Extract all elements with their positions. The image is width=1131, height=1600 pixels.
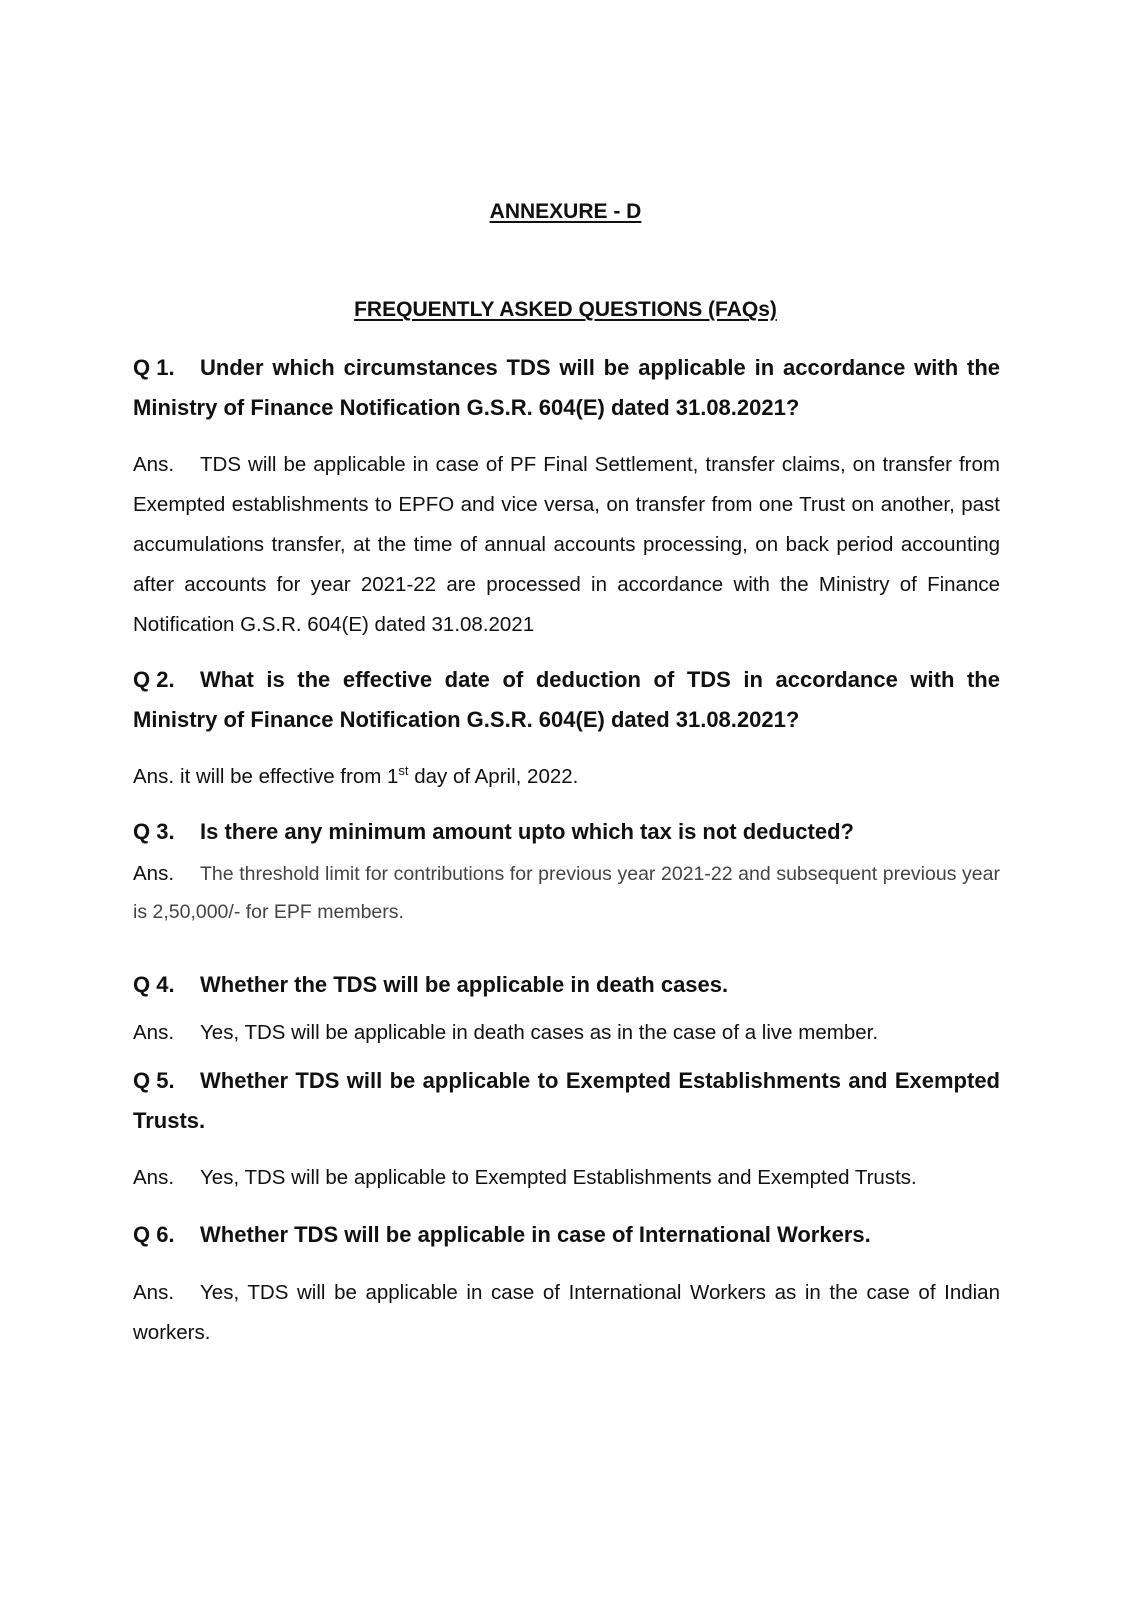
answer-text: TDS will be applicable in case of PF Final Settlement, transfer claims, on transfer from Exempted establishments to EPFO and vice versa, on transfer from one Trust on another, past accumulations transfer, at the time of annual accounts processing, on back period accounting after accounts for year 2021-22 are processed in accordance with the Ministry of Finance Notification G.S.R. 604(E) dated 31.08.2021 xyxy=(133,453,1000,636)
faq-question-1 xyxy=(133,348,1000,428)
faq-answer-3 xyxy=(133,855,1000,931)
faq-answer-5 xyxy=(133,1158,1000,1198)
answer-text-end: day of April, 2022. xyxy=(408,765,579,788)
question-number: Q 2. xyxy=(133,667,175,692)
answer-label: Ans. xyxy=(133,1021,175,1044)
answer-label: Ans. xyxy=(133,1281,175,1304)
faq-answer-2 xyxy=(133,757,1000,797)
answer-text-start: it will be effective from 1 xyxy=(180,765,399,788)
answer-text: Yes, TDS will be applicable in death cases as in the case of a live member. xyxy=(200,1021,879,1044)
faq-question-5 xyxy=(133,1061,1000,1141)
faq-question-4 xyxy=(133,965,1000,1005)
question-text: Whether TDS will be applicable to Exempted Establishments and Exempted Trusts. xyxy=(133,1068,1000,1133)
question-text: What is the effective date of deduction of TDS in accordance with the Ministry of Finance Notification G.S.R. 604(E) dated 31.08.2021? xyxy=(133,667,1000,732)
question-number: Q 3. xyxy=(133,819,175,844)
answer-label: Ans. xyxy=(133,453,175,476)
question-number: Q 1. xyxy=(133,355,175,380)
answer-text: Yes, TDS will be applicable in case of International Workers as in the case of Indian workers. xyxy=(133,1281,1000,1344)
question-text: Under which circumstances TDS will be applicable in accordance with the Ministry of Finance Notification G.S.R. 604(E) dated 31.08.2021? xyxy=(133,355,1000,420)
answer-label: Ans. xyxy=(133,1166,175,1189)
faq-title: FREQUENTLY ASKED QUESTIONS (FAQs) xyxy=(354,298,777,321)
ordinal-suffix: st xyxy=(398,763,409,779)
question-text: Whether TDS will be applicable in case of International Workers. xyxy=(200,1222,871,1247)
answer-label: Ans. xyxy=(133,765,175,788)
faq-answer-1 xyxy=(133,445,1000,645)
question-text: Is there any minimum amount upto which tax is not deducted? xyxy=(200,819,854,844)
answer-text: The threshold limit for contributions for previous year 2021-22 and subsequent previous year is 2,50,000/- for EPF members. xyxy=(133,863,1000,923)
question-text: Whether the TDS will be applicable in death cases. xyxy=(200,972,729,997)
annexure-title: ANNEXURE - D xyxy=(489,200,642,223)
question-number: Q 5. xyxy=(133,1068,175,1093)
question-number: Q 6. xyxy=(133,1222,175,1247)
faq-answer-6 xyxy=(133,1273,1000,1353)
faq-question-2 xyxy=(133,660,1000,740)
faq-question-3 xyxy=(133,812,1000,852)
answer-text: Yes, TDS will be applicable to Exempted Establishments and Exempted Trusts. xyxy=(200,1166,917,1189)
faq-question-6 xyxy=(133,1215,1000,1255)
answer-label: Ans. xyxy=(133,862,175,885)
question-number: Q 4. xyxy=(133,972,175,997)
faq-answer-4 xyxy=(133,1013,1000,1053)
